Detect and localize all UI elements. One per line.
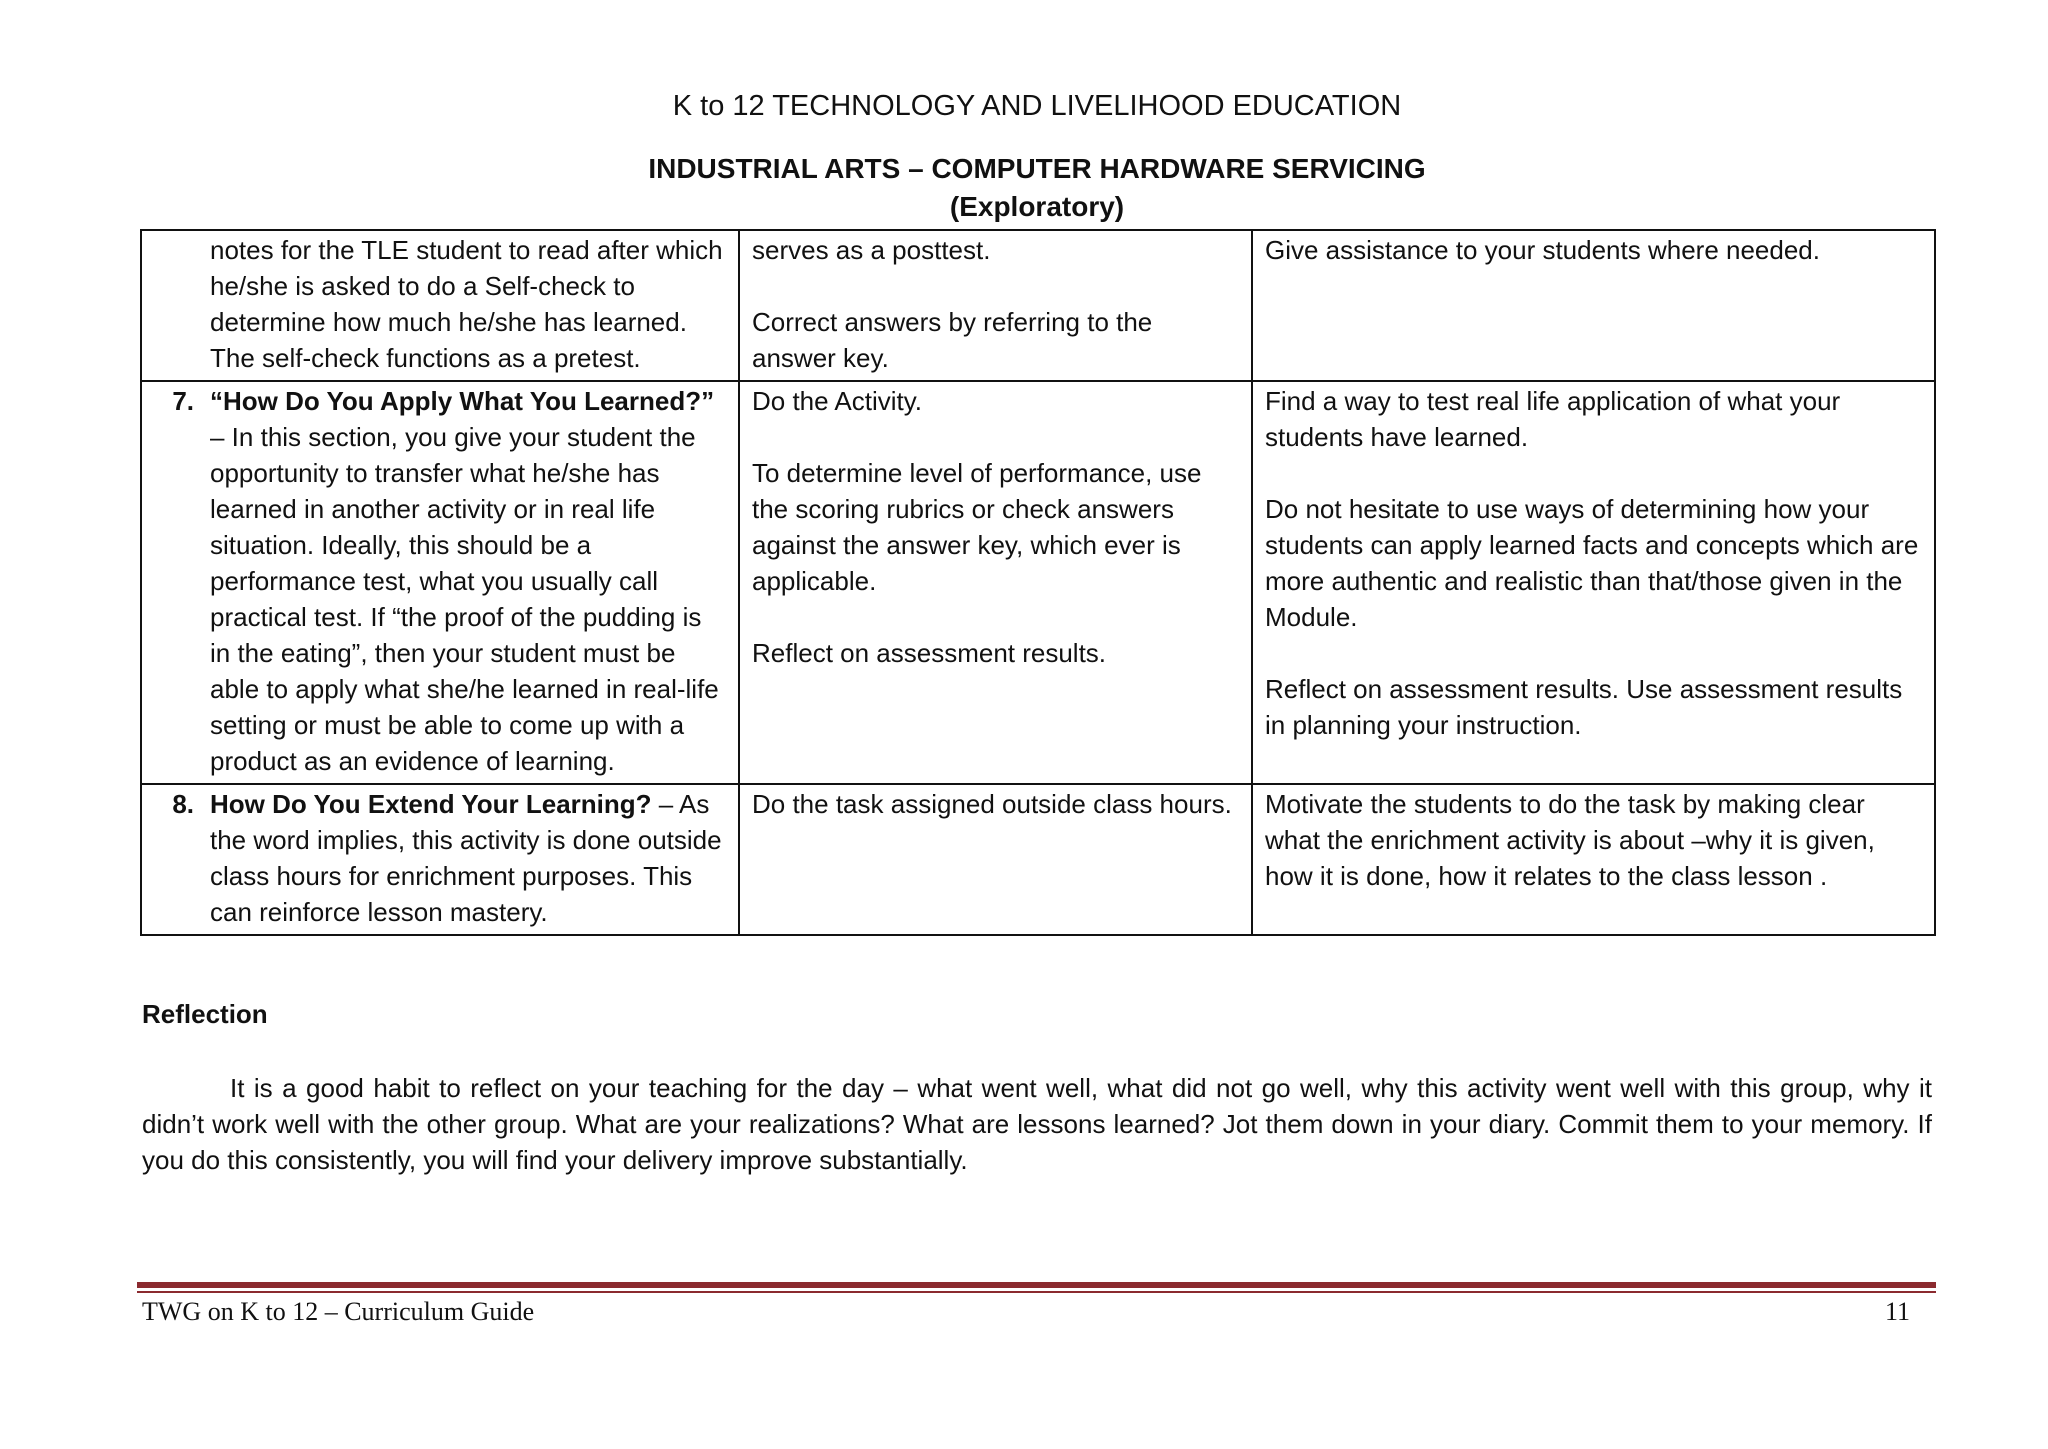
subtitle-line: INDUSTRIAL ARTS – COMPUTER HARDWARE SERVICING bbox=[648, 153, 1426, 184]
cell-text: Reflect on assessment results. bbox=[752, 638, 1107, 668]
cell-text: notes for the TLE student to read after which he/she is asked to do a Self-check to determine how much he/she has learned. The self-check functions as a pretest. bbox=[210, 235, 723, 373]
footer-rule-thin bbox=[137, 1291, 1936, 1293]
footer-title: TWG on K to 12 – Curriculum Guide bbox=[142, 1297, 535, 1326]
cell-text: Correct answers by referring to the answer key. bbox=[752, 307, 1153, 373]
cell-text: Do the task assigned outside class hours. bbox=[752, 789, 1232, 819]
table-cell bbox=[1252, 230, 1935, 381]
document-title: K to 12 TECHNOLOGY AND LIVELIHOOD EDUCATION bbox=[672, 90, 1402, 122]
item-heading: “How Do You Apply What You Learned?” bbox=[210, 386, 715, 416]
cell-text: Find a way to test real life application of what your students have learned. bbox=[1265, 386, 1841, 452]
reflection-text: It is a good habit to reflect on your teaching for the day – what went well, what did not go well, why this activity went well with this group, why it didn’t work well with the other group. What are your realizations? What are lessons learned? Jot them down in your diary. Commit them to your memory. If you do this consistently, you will find your delivery improve substantially. bbox=[142, 1073, 1932, 1175]
table-cell bbox=[739, 230, 1252, 381]
cell-text: Reflect on assessment results. Use assessment results in planning your instruction. bbox=[1265, 674, 1903, 740]
page-number: 11 bbox=[1884, 1297, 1910, 1326]
cell-text: serves as a posttest. bbox=[752, 235, 991, 265]
table-cell bbox=[739, 381, 1252, 784]
cell-text: Do not hesitate to use ways of determining how your students can apply learned facts and concepts which are more authentic and realistic than that/those given in the Module. bbox=[1265, 494, 1919, 632]
item-number: 7. bbox=[172, 386, 194, 416]
table-cell bbox=[1252, 381, 1935, 784]
table-cell bbox=[141, 381, 739, 784]
item-description: – As the word implies, this activity is done outside class hours for enrichment purposes. This can reinforce lesson mastery. bbox=[210, 789, 722, 927]
table-row bbox=[141, 230, 1935, 381]
cell-text: Motivate the students to do the task by making clear what the enrichment activity is about –why it is given, how it is done, how it relates to the class lesson . bbox=[1265, 789, 1875, 891]
table-row bbox=[141, 784, 1935, 935]
table-cell bbox=[141, 784, 739, 935]
table-cell bbox=[1252, 784, 1935, 935]
document-subtitle bbox=[140, 150, 1934, 226]
cell-text: Do the Activity. bbox=[752, 386, 923, 416]
cell-text: Give assistance to your students where needed. bbox=[1265, 235, 1820, 265]
cell-text: To determine level of performance, use the scoring rubrics or check answers against the answer key, which ever is applicable. bbox=[752, 458, 1202, 596]
item-description: – In this section, you give your student the opportunity to transfer what he/she has learned in another activity or in real life situation. Ideally, this should be a performance test, what you usually call practical test. If “the proof of the pudding is in the eating”, then your student must be able to apply what she/he learned in real-life setting or must be able to come up with a product as an evidence of learning. bbox=[210, 422, 719, 776]
table-cell bbox=[739, 784, 1252, 935]
table-row bbox=[141, 381, 1935, 784]
reflection-heading: Reflection bbox=[142, 999, 268, 1029]
item-heading: How Do You Extend Your Learning? bbox=[210, 789, 652, 819]
item-number: 8. bbox=[172, 789, 194, 819]
table-cell bbox=[141, 230, 739, 381]
subtitle-exploratory: (Exploratory) bbox=[949, 191, 1125, 222]
footer-rule bbox=[137, 1282, 1936, 1288]
guide-table bbox=[140, 229, 1936, 936]
